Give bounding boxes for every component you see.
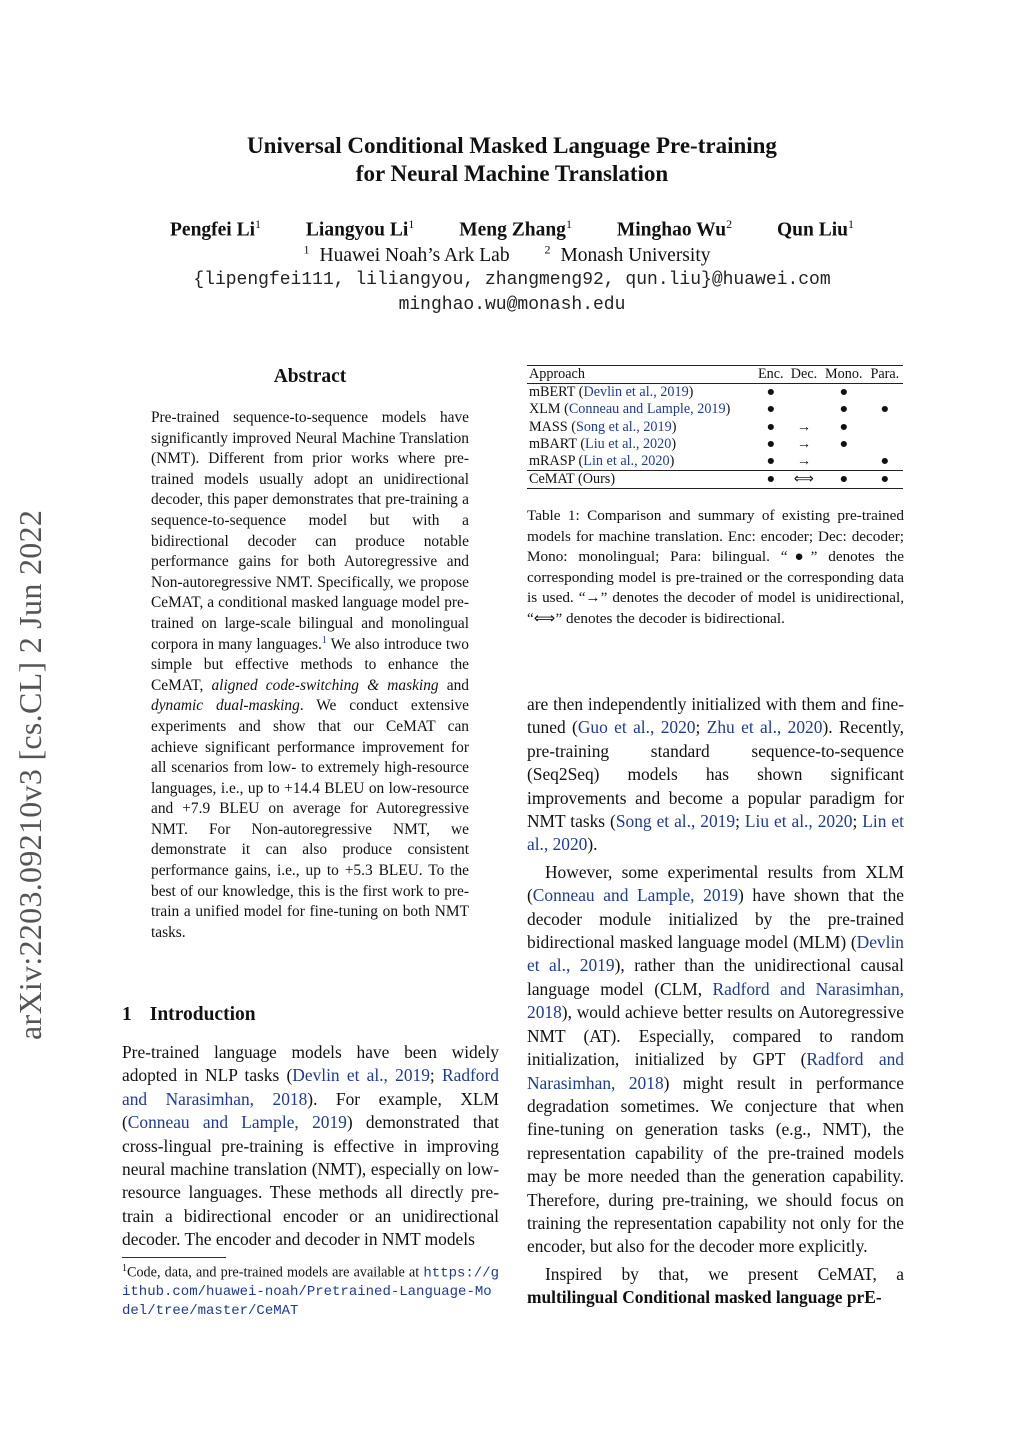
intro-right-column [527, 693, 904, 1310]
footnote-url[interactable]: https://github.com/huawei-noah/Pretrained-Language-Model/tree/master/CeMAT [122, 1265, 499, 1319]
citation-link[interactable]: Conneau and Lample, 2019 [568, 401, 726, 418]
citation-link[interactable]: Liu et al., 2020 [585, 435, 672, 452]
footnote-ref[interactable]: 1 [321, 634, 327, 646]
affiliation-2: $^2$ Monash University [544, 242, 711, 266]
affiliation-1: $^1$ Huawei Noah’s Ark Lab [303, 242, 510, 266]
table-row: MASS (Song et al., 2019) ● → ● [529, 418, 849, 435]
author-4: Minghao Wu$^2$ [616, 217, 733, 241]
citation-link[interactable]: Liu et al., 2020 [744, 811, 853, 832]
citation-link[interactable]: Song et al., 2019 [615, 811, 736, 832]
author-emails [0, 268, 1024, 318]
footnote: $^1$Code, data, and pre-trained models are available at https://github.com/huawei-noah/Pretrained-Language-Model/tree/master/CeMAT [122, 1263, 499, 1319]
footnote-rule [122, 1257, 226, 1258]
citation-link[interactable]: Radford and Narasimhan, 2018 [527, 1049, 904, 1093]
table-caption: Table 1: Comparison and summary of existing pre-trained models for machine translation. Enc: encoder; Dec: decoder; Mono: monolingual; Para: bilingual. “●” denotes the corresponding model is pre-trained or the corresponding data is used. “→” denotes the decoder of model is unidirectional, “⟺” denotes the decoder is bidirectional. [527, 507, 904, 627]
section-heading-introduction: 1 Introduction [122, 1004, 256, 1025]
table-row: mRASP (Lin et al., 2020) ● → ● [529, 453, 890, 470]
arxiv-stamp: arXiv:2203.09210v3 [cs.CL] 2 Jun 2022 [12, 509, 48, 1040]
citation-link[interactable]: Conneau and Lample, 2019 [127, 1112, 347, 1133]
email-line-1: {lipengfei111, liliangyou, zhangmeng92, qun.liu}@huawei.com [193, 270, 831, 290]
intro-paragraph-3: However, some experimental results from XLM (Conneau and Lample, 2019) have shown that the decoder module initialized by the pre-trained bidirectional masked language model (MLM) (Devlin et al., 2019), rather than the unidirectional causal language model (CLM, Radford and Narasimhan, 2018), would achieve better results on Autoregressive NMT (AT). Especially, compared to random initialization, initialized by GPT (Radford and Narasimhan, 2018) might result in performance degradation sometimes. We conjecture that when fine-tuning on generation tasks (e.g., NMT), the representation capability of the pre-trained models may be more needed than the generation capability. Therefore, during pre-training, we should focus on training the representation capability not only for the encoder, but also for the decoder more explicitly. [527, 861, 904, 1257]
intro-paragraph-2: are then independently initialized with them and fine-tuned (Guo et al., 2020; Zhu et al., 2020). Recently, pre-training standard sequence-to-sequence (Seq2Seq) models has shown significant improvements and become a popular paradigm for NMT tasks (Song et al., 2019; Liu et al., 2020; Lin et al., 2020). [527, 694, 904, 855]
intro-paragraph-4: Inspired by that, we present CeMAT, a multilingual Conditional masked language prE- [527, 1263, 904, 1308]
title-line-1: Universal Conditional Masked Language Pre-training [247, 133, 777, 158]
abstract-heading: Abstract [273, 366, 347, 387]
citation-link[interactable]: Conneau and Lample, 2019 [532, 885, 738, 906]
table-header: Dec. [790, 366, 818, 382]
citation-link[interactable]: Devlin et al., 2019 [292, 1065, 430, 1086]
table-header: Approach [529, 366, 585, 382]
affiliations [0, 242, 1024, 267]
author-2: Liangyou Li$^1$ [305, 217, 415, 241]
table-header: Mono. [825, 366, 863, 382]
citation-link[interactable]: Zhu et al., 2020 [706, 717, 823, 738]
citation-link[interactable]: Song et al., 2019 [575, 418, 672, 435]
comparison-table [527, 365, 903, 489]
table-row: XLM (Conneau and Lample, 2019) ● ● ● [529, 401, 890, 418]
table-row: mBERT (Devlin et al., 2019) ● ● [529, 384, 849, 401]
citation-link[interactable]: Devlin et al., 2019 [583, 384, 689, 401]
paper-title [0, 132, 1024, 188]
table-row-ours: CeMAT (Ours) ● ⟺ ● ● [527, 471, 903, 489]
citation-link[interactable]: Radford and Narasimhan, 2018 [527, 978, 904, 1023]
citation-link[interactable]: Radford and Narasimhan, 2018 [122, 1065, 499, 1109]
table-header-row [527, 366, 903, 384]
author-1: Pengfei Li$^1$ [170, 217, 262, 241]
citation-link[interactable]: Devlin et al., 2019 [527, 932, 904, 976]
citation-link[interactable]: Lin et al., 2020 [583, 453, 670, 470]
author-5: Qun Liu$^1$ [776, 217, 854, 241]
table-header: Para. [870, 366, 900, 382]
intro-paragraph-1: Pre-trained language models have been widely adopted in NLP tasks (Devlin et al., 2019; Radford and Narasimhan, 2018). For example, XLM (Conneau and Lample, 2019) demonstrated that cross-lingual pre-training is effective in improving neural machine translation (NMT), especially on low-resource languages. These methods all directly pre-train a bidirectional encoder or an unidirectional decoder. The encoder and decoder in NMT models [122, 1042, 499, 1250]
citation-link[interactable]: Guo et al., 2020 [577, 717, 696, 738]
table-row: mBART (Liu et al., 2020) ● → ● [529, 435, 849, 452]
email-line-2: minghao.wu@monash.edu [398, 295, 626, 315]
table-header: Enc. [757, 366, 784, 382]
abstract-body: Pre-trained sequence-to-sequence models have significantly improved Neural Machine Translation (NMT). Different from prior works where pre-trained models usually adopt an unidirectional decoder, this paper demonstrates that pre-training a sequence-to-sequence model but with a bidirectional decoder can produce notable performance gains for both Autoregressive and Non-autoregressive NMT. Specifically, we propose CeMAT, a conditional masked language model pre-trained on large-scale bilingual and monolingual corpora in many languages.$^1$ We also introduce two simple but effective methods to enhance the CeMAT, aligned code-switching & masking and dynamic dual-masking. We conduct extensive experiments and show that our CeMAT can achieve significant performance improvement for all scenarios from low- to extremely high-resource languages, i.e., up to +14.4 BLEU on low-resource and +7.9 BLEU on average for Autoregressive NMT. For Non-autoregressive NMT, we demonstrate it can also produce consistent performance gains, i.e., up to +5.3 BLEU. To the best of our knowledge, this is the first work to pre-train a unified model for fine-tuning on both NMT tasks. [151, 409, 470, 941]
citation-link[interactable]: Lin et al., 2020 [527, 811, 904, 855]
author-list [0, 217, 1024, 242]
author-3: Meng Zhang$^1$ [459, 217, 572, 241]
title-line-2: for Neural Machine Translation [355, 161, 669, 186]
